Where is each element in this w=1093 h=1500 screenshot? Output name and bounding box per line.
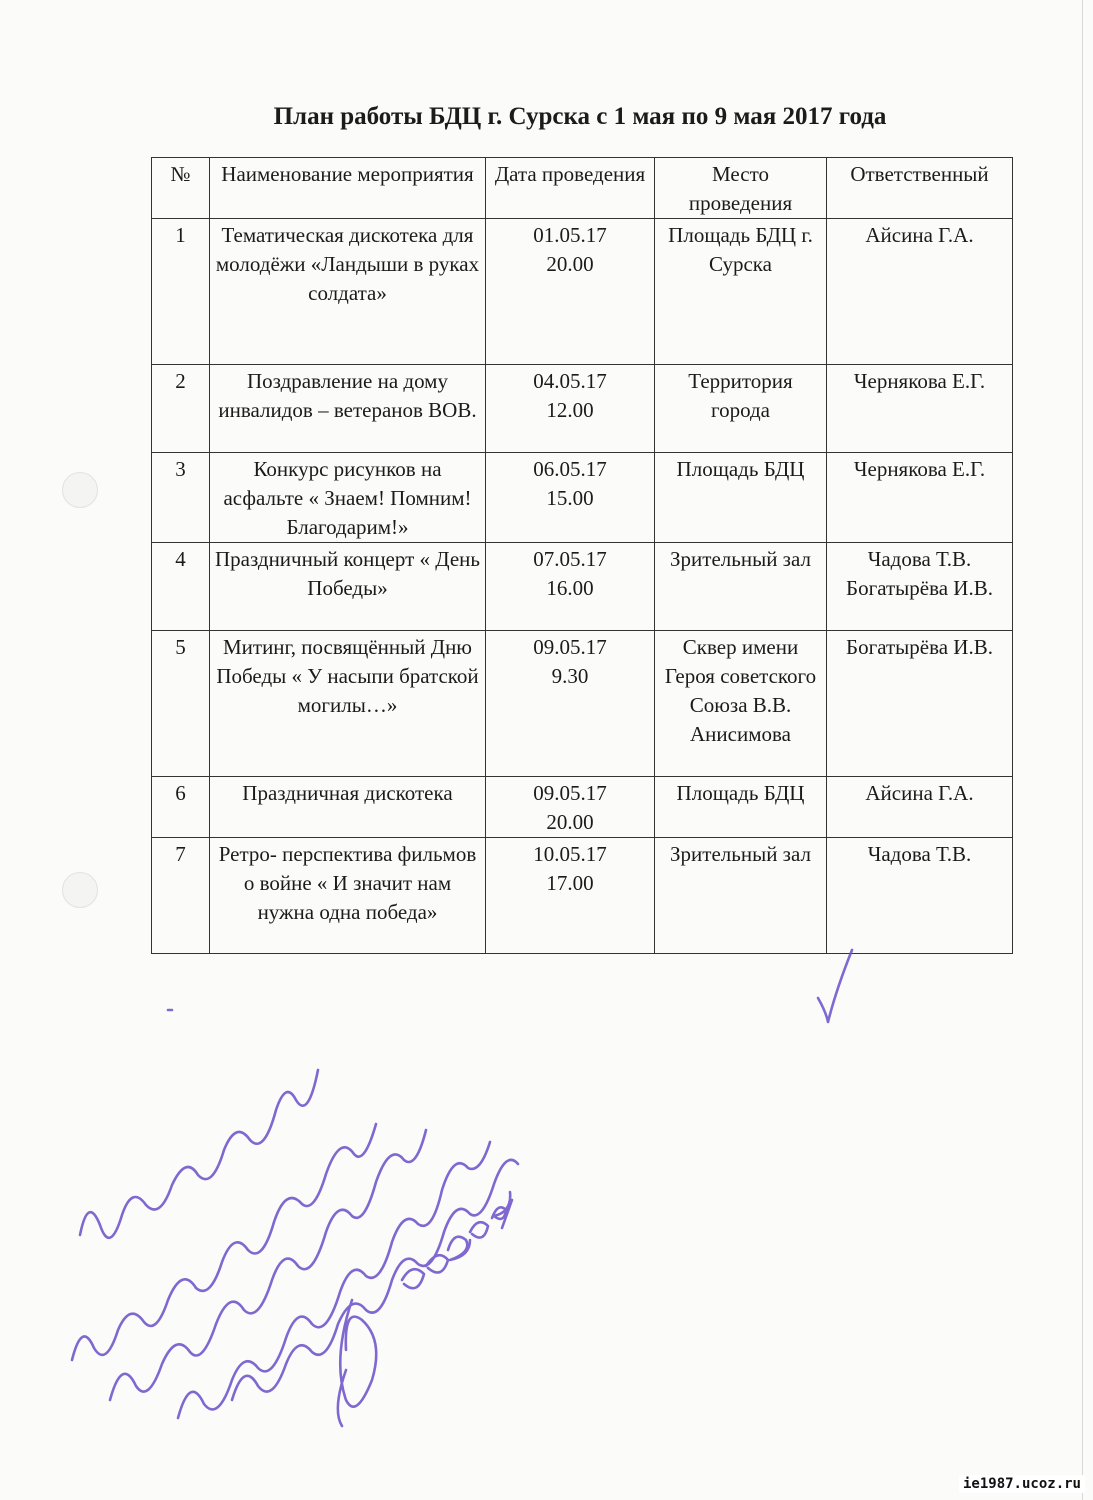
document-title: План работы БДЦ г. Сурска с 1 мая по 9 мая 2017 года [273,103,887,130]
event-name: Поздравление на дому инвалидов – ветеранов ВОВ. [210,365,486,453]
event-place: Площадь БДЦ [655,453,827,543]
event-responsible: Чернякова Е.Г. [827,453,1013,543]
event-date-day: 10.05.17 [533,842,607,866]
event-date-day: 09.05.17 [533,635,607,659]
event-time: 20.00 [546,810,594,834]
event-place: Площадь БДЦ [655,777,827,838]
event-name: Тематическая дискотека для молодёжи «Ландыши в руках солдата» [210,219,486,365]
row-number: 3 [152,453,210,543]
watermark: ie1987.ucoz.ru [959,1475,1085,1493]
row-number: 1 [152,219,210,365]
event-place: Площадь БДЦ г. Сурска [655,219,827,365]
event-name: Конкурс рисунков на асфальте « Знаем! Помним! Благодарим!» [210,453,486,543]
handwriting-line-2 [72,1124,376,1360]
row-number: 6 [152,777,210,838]
event-date-day: 01.05.17 [533,223,607,247]
event-place: Зрительный зал [655,838,827,954]
row-number: 5 [152,631,210,777]
row-number: 2 [152,365,210,453]
event-responsible: Айсина Г.А. [827,219,1013,365]
event-place: Территория города [655,365,827,453]
event-responsible: Чернякова Е.Г. [827,365,1013,453]
event-responsible: Богатырёва И.В. [827,631,1013,777]
handwritten-signature [338,1300,376,1426]
event-responsible: Чадова Т.В. Богатырёва И.В. [827,543,1013,631]
header-date: Дата проведения [486,158,655,219]
event-name: Митинг, посвящённый Дню Победы « У насыпи братской могилы…» [210,631,486,777]
row-number: 4 [152,543,210,631]
resolution-text [80,1000,560,1001]
checkmark [818,950,852,1022]
event-name: Ретро- перспектива фильмов о войне « И значит нам нужна одна победа» [210,838,486,954]
event-time: 17.00 [546,871,594,895]
event-time: 12.00 [546,398,594,422]
event-name: Праздничная дискотека [210,777,486,838]
event-time: 9.30 [551,664,589,688]
event-place: Зрительный зал [655,543,827,631]
event-date-day: 06.05.17 [533,457,607,481]
handwritten-date [402,1192,512,1288]
row-number: 7 [152,838,210,954]
event-date-day: 07.05.17 [533,547,607,571]
event-date-day: 09.05.17 [533,781,607,805]
event-place: Сквер имени Героя советского Союза В.В. Анисимова [655,631,827,777]
event-time: 16.00 [546,576,594,600]
header-place: Место проведения [655,158,827,219]
event-time: 20.00 [546,252,594,276]
event-date-day: 04.05.17 [533,369,607,393]
header-responsible: Ответственный [827,158,1013,219]
event-responsible: Чадова Т.В. [827,838,1013,954]
header-event-name: Наименование мероприятия [210,158,486,219]
handwriting-line-4 [178,1142,490,1418]
event-responsible: Айсина Г.А. [827,777,1013,838]
header-number: № [152,158,210,219]
handwriting-line-3 [110,1130,426,1400]
event-name: Праздничный концерт « День Победы» [210,543,486,631]
event-time: 15.00 [546,486,594,510]
